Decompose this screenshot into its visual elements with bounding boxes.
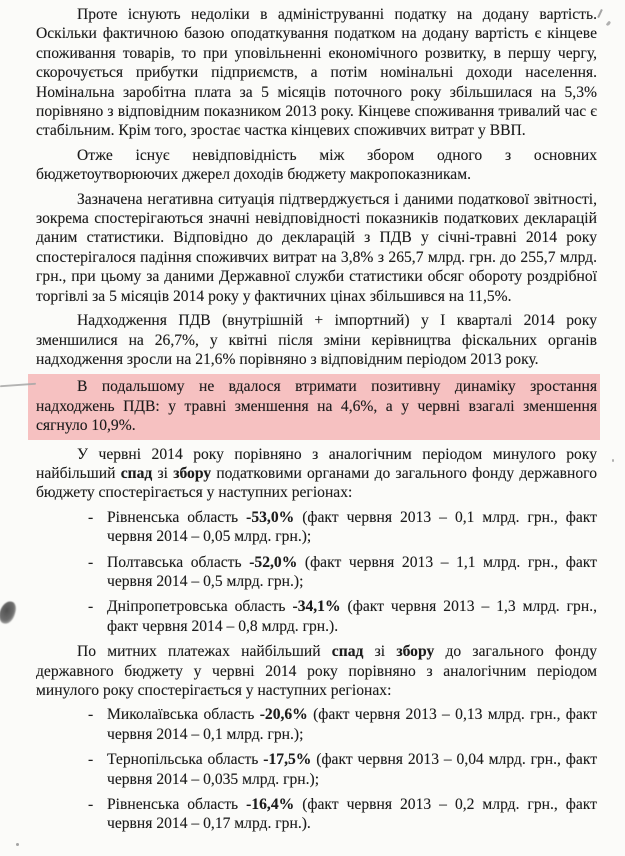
paragraph-tax-collection-regions-intro xyxy=(36,445,597,503)
tax-decline-region-list xyxy=(36,508,597,636)
bold-term-zboru: збору xyxy=(396,643,435,661)
region-details: (факт червня 2013 – 1,1 млрд. грн., факт червня 2014 – 0,5 млрд. грн.); xyxy=(107,553,597,590)
paragraph-customs-collection-regions-intro xyxy=(36,642,597,700)
region-details: (факт червня 2013 – 0,1 млрд. грн., факт червня 2014 – 0,05 млрд. грн.); xyxy=(107,508,597,546)
region-details: (факт червня 2013 – 0,2 млрд. грн., факт червня 2014 – 0,17 млрд. грн.). xyxy=(107,796,597,833)
region-percent: -20,6% xyxy=(259,706,308,724)
bullet-dash: - xyxy=(88,553,94,571)
text-run: По митних платежах найбільший xyxy=(77,643,332,661)
region-name: Дніпропетровська область xyxy=(107,598,286,616)
region-details: (факт червня 2013 – 1,3 млрд. грн., факт червня 2014 – 0,8 млрд. грн.). xyxy=(107,598,597,635)
scan-artifact-comma xyxy=(606,21,612,27)
bold-term-spad: спад xyxy=(331,643,364,661)
scan-artifact-speck-right xyxy=(612,459,614,462)
paragraph-vat-administration: Проте існують недоліки в адмініструванні податку на додану вартість. Оскільки фактичною базою оподаткування податком на додану вартість є кінцеве споживання товарів, то при уповільненні економічного розвитку, в першу чергу, скорочується прибутки підприємств, а потім номінальні доходи населення. Номінальна заробітна плата за 5 місяців поточного року збільшилася на 5,3% порівняно з відповідним показником 2013 року. Кінцеве споживання тривалий час є стабільним. Крім того, зростає частка кінцевих споживчих витрат у ВВП. xyxy=(36,6,597,140)
paragraph-budget-mismatch: Отже існує невідповідність між збором одного з основних бюджетоутворюючих джерел доходів бюджету макропоказникам. xyxy=(36,146,597,184)
bold-term-zboru: збору xyxy=(173,464,212,482)
region-list-item xyxy=(36,508,597,547)
region-percent: -52,0% xyxy=(249,553,298,571)
region-details: (факт червня 2013 – 0,04 млрд. грн., факт червня 2014 – 0,035 млрд. грн.); xyxy=(107,751,598,788)
bullet-dash: - xyxy=(88,598,94,616)
region-percent: -16,4% xyxy=(246,796,295,814)
bullet-dash: - xyxy=(88,796,94,814)
region-details: (факт червня 2013 – 0,13 млрд. грн., факт червня 2014 – 0,1 млрд. грн.); xyxy=(107,706,597,743)
region-name: Полтавська область xyxy=(107,553,242,571)
region-name: Рівненська область xyxy=(107,508,239,526)
text-run: до загального фонду державного бюджету у червні 2014 року порівняно з аналогічним періодом минулого року спостерігається у наступних регіонах: xyxy=(36,643,597,699)
paragraph-tax-reporting: Зазначена негативна ситуація підтверджується і даними податкової звітності, зокрема спостерігаються значні невідповідності показників податкових декларацій даним статистики. Відповідно до декларацій з ПДВ у січні-травні 2014 року спостерігалося падіння споживчих витрат на 3,8% з 265,7 млрд. грн. до 255,7 млрд. грн., при цьому за даними Державної служби статистики обсяг обороту роздрібної торгівлі за 5 місяців 2014 року у фактичних цінах збільшився на 11,5%. xyxy=(36,190,597,305)
region-percent: -53,0% xyxy=(246,508,295,526)
region-name: Тернопільська область xyxy=(107,751,259,769)
paragraph-vat-receipts-q1: Надходження ПДВ (внутрішній + імпортний) у І кварталі 2014 року зменшилися на 26,7%, у квітні після зміни керівництва фіскальних органів надходження зросли на 21,6% порівняно з відповідним періодом 2013 року. xyxy=(36,312,597,368)
text-run: У червні 2014 року порівняно з аналогічним періодом минулого року найбільший xyxy=(36,445,597,482)
region-name: Миколаївська область xyxy=(107,706,255,724)
region-list-item xyxy=(36,553,597,592)
highlight-marker xyxy=(28,374,600,439)
text-run: податковими органами до загального фонду державного бюджету спостерігається у наступних регіонах: xyxy=(36,464,597,502)
region-list-item xyxy=(36,705,597,744)
region-percent: -34,1% xyxy=(292,598,341,616)
region-list-item xyxy=(36,597,597,636)
bullet-dash: - xyxy=(88,706,94,724)
scan-artifact-tick xyxy=(597,9,603,18)
bullet-dash: - xyxy=(88,751,94,769)
region-name: Рівненська область xyxy=(107,796,239,814)
region-percent: -17,5% xyxy=(263,751,312,769)
text-run: зі xyxy=(363,643,397,661)
region-list-item xyxy=(36,750,597,789)
bold-term-spad: спад xyxy=(120,464,153,482)
paragraph-vat-decline-highlighted: В подальшому не вдалося втримати позитивну динаміку зростання надходжень ПДВ: у травні зменшення на 4,6%, а у червні взагалі зменшення сягнуло 10,9%. xyxy=(36,378,597,435)
scan-artifact-ink-blob xyxy=(0,599,18,625)
text-run: зі xyxy=(152,464,174,482)
bullet-dash: - xyxy=(88,508,94,526)
scan-artifact-speck-bottom xyxy=(16,843,19,846)
customs-decline-region-list xyxy=(36,705,597,833)
region-list-item xyxy=(36,795,597,834)
